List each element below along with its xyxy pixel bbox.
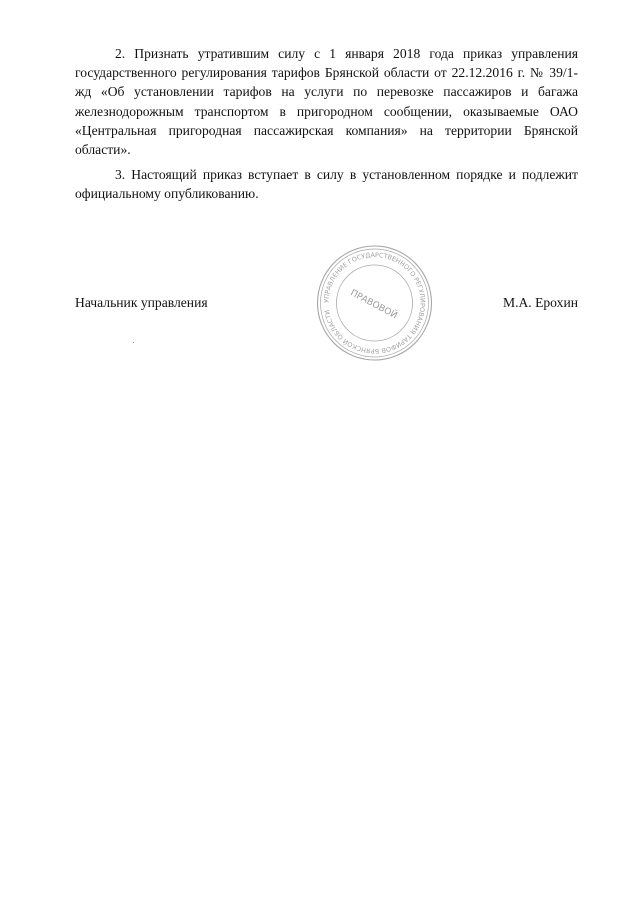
stamp-ring-text: УПРАВЛЕНИЕ ГОСУДАРСТВЕННОГО РЕГУЛИРОВАНИЯ ТАРИФОВ БРЯНСКОЙ ОБЛАСТИ xyxy=(322,250,427,356)
paragraph-2 xyxy=(75,44,578,159)
signature-name: М.А. Ерохин xyxy=(502,295,578,310)
paragraph-2-text: 2. Признать утратившим силу с 1 января 2018 года приказ управления государственного регулирования тарифов Брянской области от 22.12.2016 г. № 39/1-жд «Об установлении тарифов на услуги по перевозке пассажиров и багажа железнодорожным транспортом в пригородном сообщении, оказываемые ОАО «Центральная пригородная пассажирская компания» на территории Брянской области». xyxy=(75,46,578,158)
paragraph-3 xyxy=(75,165,578,203)
paragraph-3-text: 3. Настоящий приказ вступает в силу в установленном порядке и подлежит официальному опубликованию. xyxy=(75,167,578,202)
official-stamp xyxy=(312,243,437,363)
stamp-center-text: ПРАВОВОЙ xyxy=(348,288,399,322)
signature-title: Начальник управления xyxy=(75,295,208,310)
scan-speck xyxy=(133,342,134,343)
